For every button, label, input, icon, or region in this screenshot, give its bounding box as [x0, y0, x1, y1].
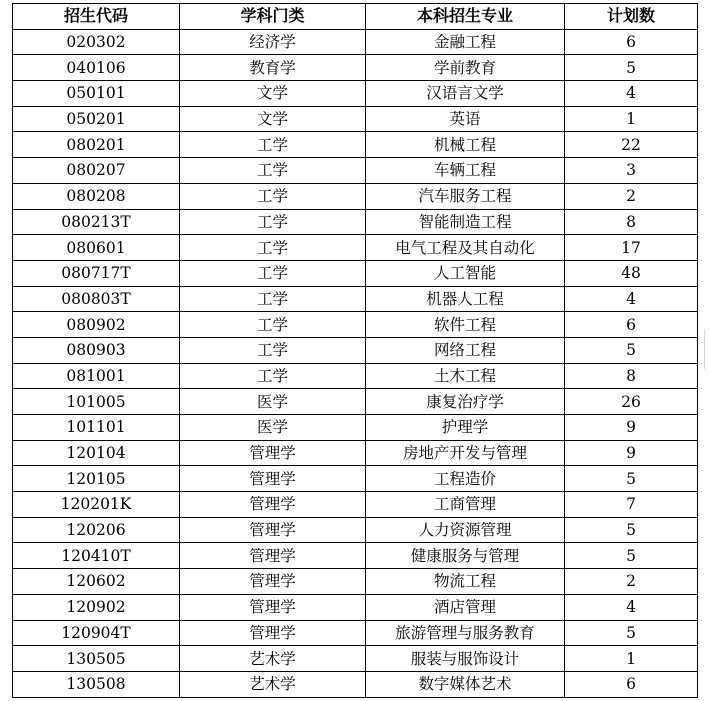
discipline-category-cell: 工学	[180, 337, 366, 363]
plan-count-cell: 2	[565, 569, 698, 595]
table-row	[13, 286, 698, 312]
plan-count-cell: 5	[565, 55, 698, 81]
enrollment-code-cell: 050201	[13, 106, 180, 132]
plan-count-cell: 4	[565, 286, 698, 312]
major-name-cell: 健康服务与管理	[366, 543, 565, 569]
discipline-category-cell: 艺术学	[180, 671, 366, 697]
header-plan-count: 计划数	[565, 4, 698, 30]
enrollment-plan-table	[12, 3, 698, 698]
enrollment-code-cell: 130508	[13, 671, 180, 697]
enrollment-code-cell: 040106	[13, 55, 180, 81]
table-row	[13, 389, 698, 415]
plan-count-cell: 48	[565, 260, 698, 286]
table-row	[13, 81, 698, 107]
plan-count-cell: 3	[565, 158, 698, 184]
major-name-cell: 工商管理	[366, 492, 565, 518]
major-name-cell: 物流工程	[366, 569, 565, 595]
table-row	[13, 440, 698, 466]
plan-count-cell: 6	[565, 671, 698, 697]
table-header	[13, 4, 698, 30]
major-name-cell: 康复治疗学	[366, 389, 565, 415]
header-discipline-category: 学科门类	[180, 4, 366, 30]
table-row	[13, 569, 698, 595]
plan-count-cell: 5	[565, 337, 698, 363]
enrollment-code-cell: 120206	[13, 517, 180, 543]
table-row	[13, 620, 698, 646]
enrollment-code-cell: 120904T	[13, 620, 180, 646]
enrollment-code-cell: 080803T	[13, 286, 180, 312]
table-row	[13, 492, 698, 518]
table-row	[13, 517, 698, 543]
plan-count-cell: 4	[565, 594, 698, 620]
discipline-category-cell: 工学	[180, 158, 366, 184]
discipline-category-cell: 艺术学	[180, 646, 366, 672]
discipline-category-cell: 管理学	[180, 517, 366, 543]
major-name-cell: 机器人工程	[366, 286, 565, 312]
discipline-category-cell: 管理学	[180, 620, 366, 646]
header-undergraduate-major: 本科招生专业	[366, 4, 565, 30]
enrollment-code-cell: 080208	[13, 183, 180, 209]
discipline-category-cell: 文学	[180, 81, 366, 107]
major-name-cell: 汉语言文学	[366, 81, 565, 107]
major-name-cell: 房地产开发与管理	[366, 440, 565, 466]
plan-count-cell: 26	[565, 389, 698, 415]
table-row	[13, 55, 698, 81]
enrollment-code-cell: 130505	[13, 646, 180, 672]
table-row	[13, 132, 698, 158]
plan-count-cell: 6	[565, 312, 698, 338]
discipline-category-cell: 医学	[180, 415, 366, 441]
discipline-category-cell: 经济学	[180, 29, 366, 55]
major-name-cell: 金融工程	[366, 29, 565, 55]
discipline-category-cell: 工学	[180, 363, 366, 389]
table-row	[13, 106, 698, 132]
discipline-category-cell: 教育学	[180, 55, 366, 81]
discipline-category-cell: 管理学	[180, 569, 366, 595]
plan-count-cell: 4	[565, 81, 698, 107]
enrollment-code-cell: 020302	[13, 29, 180, 55]
plan-count-cell: 8	[565, 209, 698, 235]
enrollment-code-cell: 080717T	[13, 260, 180, 286]
major-name-cell: 智能制造工程	[366, 209, 565, 235]
table-row	[13, 312, 698, 338]
table-row	[13, 158, 698, 184]
discipline-category-cell: 工学	[180, 132, 366, 158]
major-name-cell: 土木工程	[366, 363, 565, 389]
discipline-category-cell: 工学	[180, 183, 366, 209]
major-name-cell: 电气工程及其自动化	[366, 235, 565, 261]
major-name-cell: 机械工程	[366, 132, 565, 158]
enrollment-code-cell: 080213T	[13, 209, 180, 235]
header-row	[13, 4, 698, 30]
plan-count-cell: 5	[565, 517, 698, 543]
discipline-category-cell: 文学	[180, 106, 366, 132]
major-name-cell: 汽车服务工程	[366, 183, 565, 209]
enrollment-code-cell: 080903	[13, 337, 180, 363]
discipline-category-cell: 管理学	[180, 543, 366, 569]
major-name-cell: 网络工程	[366, 337, 565, 363]
table-row	[13, 646, 698, 672]
table-row	[13, 183, 698, 209]
plan-count-cell: 17	[565, 235, 698, 261]
major-name-cell: 学前教育	[366, 55, 565, 81]
plan-count-cell: 1	[565, 646, 698, 672]
plan-count-cell: 8	[565, 363, 698, 389]
page-edge-divider	[704, 330, 709, 370]
plan-count-cell: 22	[565, 132, 698, 158]
table-row	[13, 363, 698, 389]
header-enrollment-code: 招生代码	[13, 4, 180, 30]
discipline-category-cell: 工学	[180, 286, 366, 312]
plan-count-cell: 7	[565, 492, 698, 518]
table-row	[13, 415, 698, 441]
major-name-cell: 护理学	[366, 415, 565, 441]
plan-count-cell: 6	[565, 29, 698, 55]
discipline-category-cell: 医学	[180, 389, 366, 415]
major-name-cell: 服装与服饰设计	[366, 646, 565, 672]
major-name-cell: 人力资源管理	[366, 517, 565, 543]
table-body	[13, 29, 698, 697]
enrollment-code-cell: 101101	[13, 415, 180, 441]
major-name-cell: 酒店管理	[366, 594, 565, 620]
table-row	[13, 260, 698, 286]
enrollment-code-cell: 080902	[13, 312, 180, 338]
discipline-category-cell: 管理学	[180, 594, 366, 620]
plan-count-cell: 9	[565, 415, 698, 441]
enrollment-code-cell: 080207	[13, 158, 180, 184]
major-name-cell: 人工智能	[366, 260, 565, 286]
plan-count-cell: 5	[565, 620, 698, 646]
enrollment-code-cell: 080601	[13, 235, 180, 261]
plan-count-cell: 1	[565, 106, 698, 132]
table-row	[13, 235, 698, 261]
table-row	[13, 209, 698, 235]
enrollment-code-cell: 101005	[13, 389, 180, 415]
enrollment-code-cell: 081001	[13, 363, 180, 389]
enrollment-code-cell: 120410T	[13, 543, 180, 569]
enrollment-code-cell: 120201K	[13, 492, 180, 518]
table-row	[13, 337, 698, 363]
plan-count-cell: 9	[565, 440, 698, 466]
enrollment-code-cell: 120602	[13, 569, 180, 595]
enrollment-code-cell: 120902	[13, 594, 180, 620]
major-name-cell: 数字媒体艺术	[366, 671, 565, 697]
plan-count-cell: 5	[565, 543, 698, 569]
enrollment-code-cell: 120104	[13, 440, 180, 466]
discipline-category-cell: 管理学	[180, 466, 366, 492]
major-name-cell: 软件工程	[366, 312, 565, 338]
table-row	[13, 671, 698, 697]
discipline-category-cell: 工学	[180, 235, 366, 261]
enrollment-code-cell: 050101	[13, 81, 180, 107]
discipline-category-cell: 工学	[180, 312, 366, 338]
enrollment-code-cell: 120105	[13, 466, 180, 492]
discipline-category-cell: 工学	[180, 260, 366, 286]
major-name-cell: 旅游管理与服务教育	[366, 620, 565, 646]
table-row	[13, 29, 698, 55]
discipline-category-cell: 管理学	[180, 492, 366, 518]
plan-count-cell: 2	[565, 183, 698, 209]
discipline-category-cell: 工学	[180, 209, 366, 235]
major-name-cell: 英语	[366, 106, 565, 132]
table-row	[13, 466, 698, 492]
enrollment-code-cell: 080201	[13, 132, 180, 158]
major-name-cell: 车辆工程	[366, 158, 565, 184]
discipline-category-cell: 管理学	[180, 440, 366, 466]
table-row	[13, 543, 698, 569]
table-row	[13, 594, 698, 620]
plan-count-cell: 5	[565, 466, 698, 492]
major-name-cell: 工程造价	[366, 466, 565, 492]
